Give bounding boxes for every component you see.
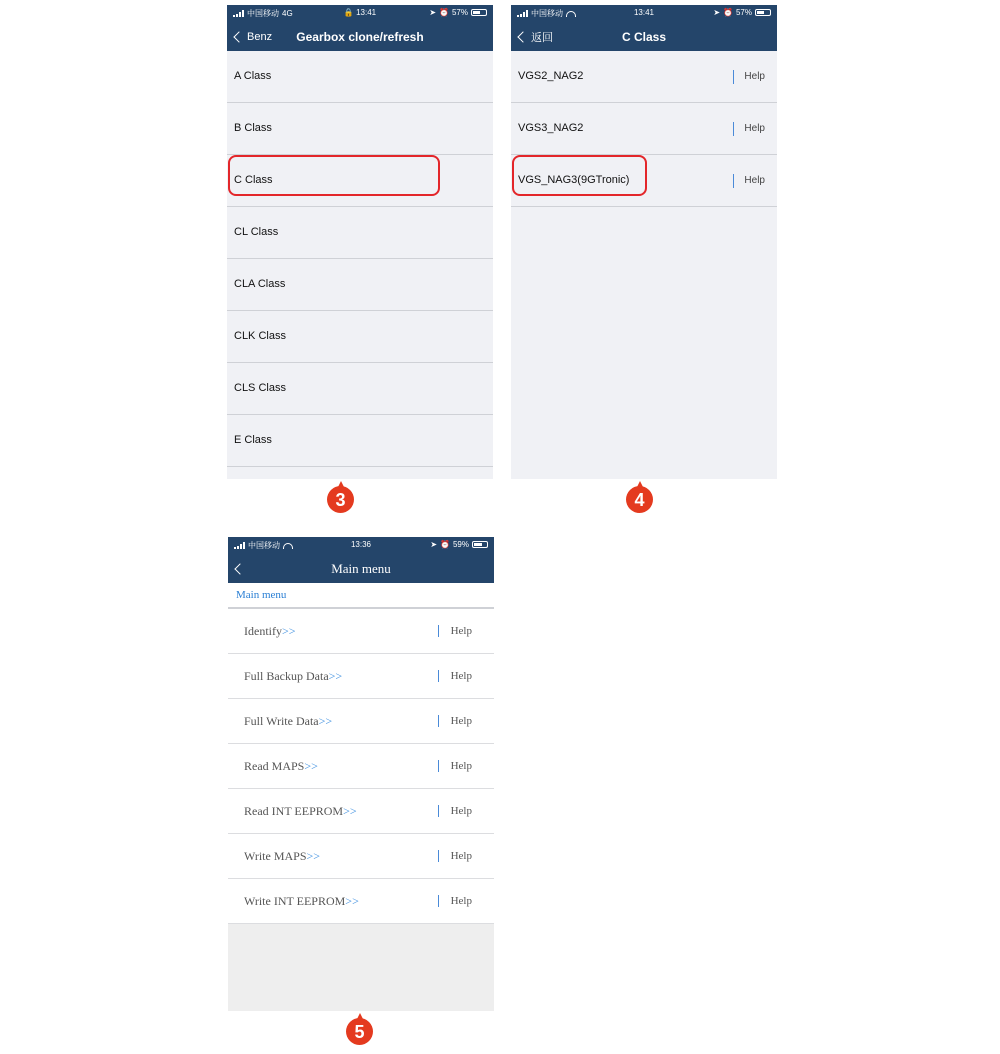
list-item[interactable] (511, 103, 777, 155)
screen-c-class (511, 5, 777, 479)
location-icon: ➤ (429, 8, 437, 17)
clock: 13:41 (356, 8, 377, 17)
clock: 13:41 (633, 8, 655, 17)
list-item[interactable] (227, 51, 493, 103)
list-item-label: VGS_NAG3(9GTronic) (518, 174, 630, 186)
list-item-label: A Class (234, 70, 272, 82)
highlight-box (228, 155, 440, 196)
location-icon: ➤ (713, 8, 721, 17)
carrier-label: 中国移动 (247, 9, 279, 18)
menu-item-label: Read MAPS (244, 759, 305, 773)
divider (733, 70, 734, 84)
help-button[interactable]: Help (450, 625, 472, 637)
list-item[interactable] (227, 259, 493, 311)
nav-bar (228, 555, 494, 583)
screen-main-menu (228, 537, 494, 1011)
menu-item-arrows: >> (318, 714, 333, 728)
menu-item[interactable] (228, 879, 494, 924)
step-badge (346, 1018, 373, 1045)
divider (733, 122, 734, 136)
list-item[interactable] (227, 207, 493, 259)
location-icon: ➤ (430, 540, 438, 549)
divider (733, 174, 734, 188)
menu-item-arrows: >> (345, 894, 359, 908)
divider (438, 850, 439, 862)
network-label: 4G (282, 9, 293, 18)
menu-item-label: Write MAPS (244, 849, 307, 863)
menu-item-arrows: >> (306, 849, 321, 863)
list-item-label: CLA Class (234, 278, 286, 290)
highlight-box (512, 155, 647, 196)
menu-item-arrows: >> (304, 759, 318, 773)
divider (438, 760, 439, 772)
list-item-label: E Class (234, 434, 272, 446)
divider (438, 670, 439, 682)
divider (438, 895, 439, 907)
nav-title: Main menu (331, 561, 391, 576)
status-bar (227, 5, 493, 23)
battery-icon (755, 9, 771, 16)
screen-gearbox-clone (227, 5, 493, 479)
menu-item-label: Full Write Data (244, 714, 319, 728)
step-badge (327, 486, 354, 513)
nav-title: Gearbox clone/refresh (296, 30, 424, 44)
list-item-label: B Class (234, 122, 272, 134)
help-button[interactable]: Help (744, 123, 765, 134)
list-item-label: VGS2_NAG2 (518, 70, 584, 82)
menu-item[interactable] (228, 744, 494, 789)
carrier-label: 中国移动 (248, 541, 280, 550)
help-button[interactable]: Help (450, 805, 472, 817)
back-label: 返回 (531, 32, 553, 44)
menu-item-arrows: >> (343, 804, 357, 818)
help-button[interactable]: Help (450, 895, 472, 907)
step-number: 3 (335, 490, 346, 510)
menu-list (228, 609, 494, 924)
divider (438, 715, 439, 727)
alarm-icon: ⏰ (440, 540, 450, 549)
status-bar (228, 537, 494, 555)
class-list (227, 51, 493, 467)
menu-item-label: Identify (244, 624, 282, 638)
list-item-label: CLS Class (234, 382, 286, 394)
help-button[interactable]: Help (744, 71, 765, 82)
battery-icon (471, 9, 487, 16)
back-label: Benz (247, 31, 273, 43)
menu-item[interactable] (228, 609, 494, 654)
menu-item[interactable] (228, 699, 494, 744)
list-item[interactable] (227, 363, 493, 415)
list-item[interactable] (227, 311, 493, 363)
divider (438, 805, 439, 817)
battery-icon (472, 541, 488, 548)
menu-item[interactable] (228, 654, 494, 699)
menu-item-label: Read INT EEPROM (244, 804, 344, 818)
menu-item[interactable] (228, 789, 494, 834)
list-item-label: VGS3_NAG2 (518, 122, 584, 134)
list-item-label: CL Class (234, 226, 279, 238)
nav-bar (227, 23, 493, 51)
list-item[interactable] (511, 51, 777, 103)
nav-bar (511, 23, 777, 51)
battery-percent: 57% (735, 8, 752, 17)
battery-percent: 59% (452, 540, 469, 549)
menu-item-arrows: >> (328, 669, 343, 683)
help-button[interactable]: Help (450, 760, 472, 772)
step-number: 4 (634, 490, 645, 510)
help-button[interactable]: Help (450, 670, 472, 682)
list-item-label: CLK Class (234, 330, 286, 342)
divider (438, 625, 439, 637)
step-badge (626, 486, 653, 513)
clock: 13:36 (350, 540, 372, 549)
menu-item[interactable] (228, 834, 494, 879)
battery-percent: 57% (451, 8, 468, 17)
breadcrumb[interactable]: Main menu (228, 583, 494, 609)
help-button[interactable]: Help (450, 850, 472, 862)
step-number: 5 (354, 1022, 365, 1042)
list-item[interactable] (227, 415, 493, 467)
help-button[interactable]: Help (450, 715, 472, 727)
alarm-icon: ⏰ (723, 8, 733, 17)
menu-item-label: Write INT EEPROM (244, 894, 346, 908)
list-item[interactable] (227, 103, 493, 155)
alarm-icon: ⏰ (439, 8, 449, 17)
carrier-label: 中国移动 (531, 9, 563, 18)
menu-item-label: Full Backup Data (244, 669, 329, 683)
menu-item-arrows: >> (282, 624, 296, 638)
nav-title: C Class (621, 30, 667, 44)
status-bar (511, 5, 777, 23)
lock-icon: 🔒 (343, 8, 354, 17)
help-button[interactable]: Help (744, 175, 765, 186)
list-item-label: C Class (234, 174, 273, 186)
